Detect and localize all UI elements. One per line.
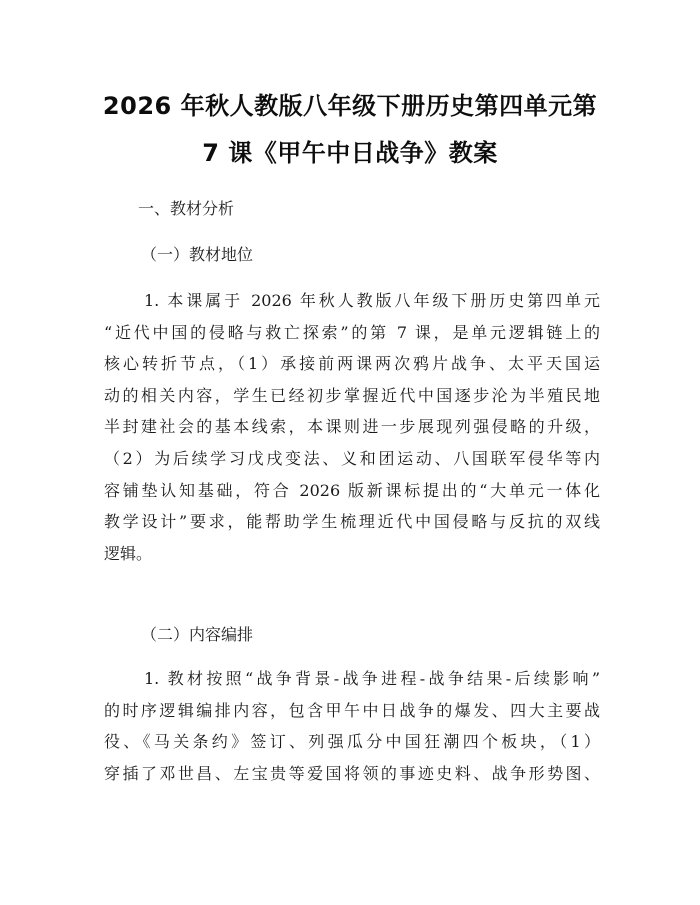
- paragraph-textbook-position: [104, 285, 600, 569]
- paragraph-line: 核心转折节点，（1）承接前两课两次鸦片战争、太平天国运: [104, 354, 600, 374]
- paragraph-content-arrangement: [104, 663, 600, 789]
- paragraph-line: 的时序逻辑编排内容，包含甲午中日战争的爆发、四大主要战: [104, 700, 600, 720]
- paragraph-line: 穿插了邓世昌、左宝贵等爱国将领的事迹史料、战争形势图、: [104, 763, 600, 783]
- paragraph-line: 逻辑。: [104, 543, 153, 563]
- paragraph-line: （2）为后续学习戊戌变法、义和团运动、八国联军侵华等内: [104, 448, 600, 468]
- document-title-line-1: 2026 年秋人教版八年级下册历史第四单元第: [102, 92, 598, 120]
- paragraph-line: 役、《马关条约》签订、列强瓜分中国狂潮四个板块，（1）: [104, 732, 600, 752]
- paragraph-line: 动的相关内容，学生已经初步掌握近代中国逐步沦为半殖民地: [104, 385, 600, 405]
- paragraph-line: 1. 本课属于 2026 年秋人教版八年级下册历史第四单元: [144, 291, 600, 310]
- paragraph-line: 半封建社会的基本线索，本课则进一步展现列强侵略的升级，: [104, 417, 600, 437]
- paragraph-line: 容铺垫认知基础，符合 2026 版新课标提出的“大单元一体化: [104, 480, 600, 500]
- paragraph-line: 1. 教材按照“战争背景-战争进程-战争结果-后续影响”: [144, 669, 600, 688]
- subsection-heading-textbook-position: （一）教材地位: [141, 245, 254, 264]
- paragraph-line: 教学设计”要求，能帮助学生梳理近代中国侵略与反抗的双线: [104, 512, 600, 532]
- section-heading-textbook-analysis: 一、教材分析: [138, 199, 235, 218]
- subsection-heading-content-arrangement: （二）内容编排: [141, 625, 254, 644]
- document-title-line-2: 7 课《甲午中日战争》教案: [202, 139, 498, 167]
- paragraph-line: “近代中国的侵略与救亡探索”的第 7 课，是单元逻辑链上的: [104, 322, 600, 342]
